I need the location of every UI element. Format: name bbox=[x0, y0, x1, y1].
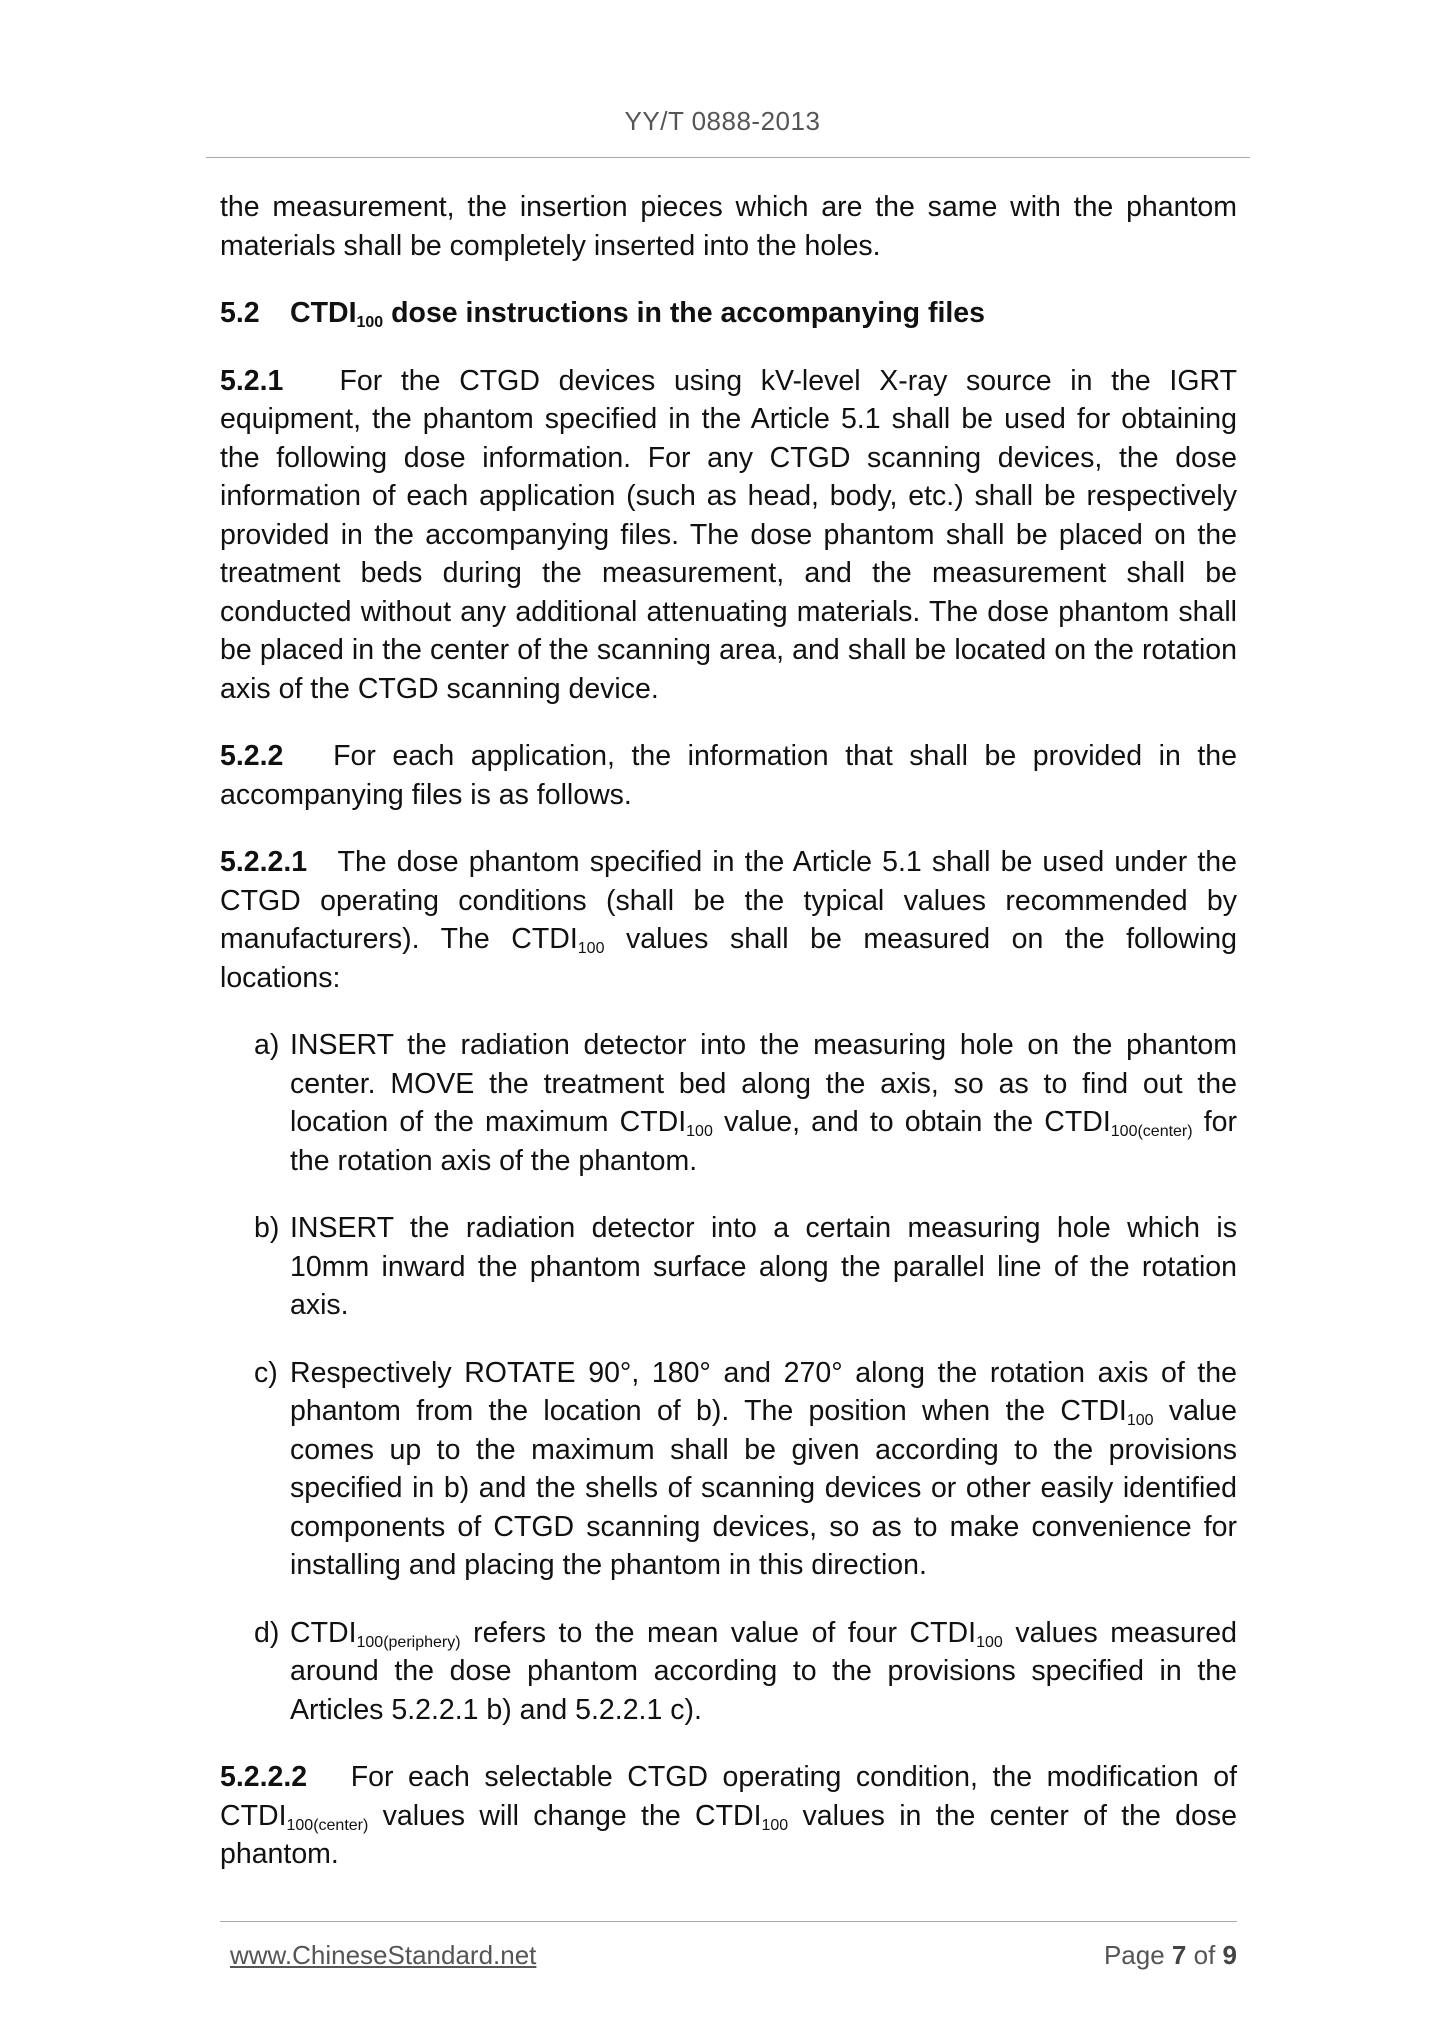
clause-5-2-2-1 bbox=[220, 843, 1237, 997]
clause-5-2-2-2 bbox=[220, 1758, 1237, 1874]
clause-text-part: The dose phantom specified in the Article 5.1 shall be used under the CTGD operating conditions (shall be the typical values recommended by manufacturers). The CTDI bbox=[220, 846, 1237, 955]
clause-text-part: For each selectable CTGD operating condition, the modification of CTDI bbox=[220, 1761, 1237, 1832]
list-text-part: values measured around the dose phantom according to the provisions specified in the Articles 5.2.2.1 b) and 5.2.2.1 c). bbox=[290, 1616, 1237, 1726]
list-item-a bbox=[254, 1026, 1237, 1180]
section-number: 5.2 bbox=[220, 297, 260, 329]
list-text-part: INSERT the radiation detector into a certain measuring hole which is 10mm inward the phantom surface along the parallel line of the rotation axis. bbox=[290, 1212, 1237, 1321]
page-content bbox=[220, 188, 1237, 1903]
list-marker: a) bbox=[254, 1029, 280, 1061]
subscript: 100 bbox=[1126, 1412, 1154, 1429]
list-marker: c) bbox=[254, 1356, 278, 1389]
list-marker: b) bbox=[254, 1212, 280, 1244]
page-indicator bbox=[1104, 1940, 1237, 1971]
document-number-header: YY/T 0888-2013 bbox=[624, 106, 821, 136]
list-item-c bbox=[254, 1354, 1237, 1585]
clause-number: 5.2.1 bbox=[220, 364, 284, 397]
list-text-part: value, and to obtain the CTDI bbox=[712, 1106, 1111, 1138]
subscript: 100(center) bbox=[1110, 1123, 1193, 1140]
list-text-part: Respectively ROTATE 90°, 180° and 270° along the rotation axis of the phantom from the location of b). The position when the CTDI bbox=[290, 1356, 1237, 1427]
page-footer bbox=[230, 1940, 1237, 1971]
clause-text-part: values in the center of the dose phantom. bbox=[220, 1799, 1237, 1870]
current-page: 7 bbox=[1171, 1940, 1187, 1970]
subscript: 100(center) bbox=[286, 1816, 369, 1834]
section-heading-5-2 bbox=[220, 294, 1237, 333]
page-label: Page bbox=[1103, 1940, 1172, 1970]
subscript: 100(periphery) bbox=[356, 1633, 461, 1651]
clause-text: For the CTGD devices using kV-level X-ray source in the IGRT equipment, the phantom specified in the Article 5.1 shall be used for obtaining the following dose information. For any CTGD scanning devices, the dose information of each application (such as head, body, etc.) shall be respectively provided in the accompanying files. The dose phantom shall be placed on the treatment beds during the measurement, and the measurement shall be conducted without any additional attenuating materials. The dose phantom shall be placed in the center of the scanning area, and shall be located on the rotation axis of the CTGD scanning device. bbox=[220, 364, 1237, 705]
subscript: 100 bbox=[686, 1123, 713, 1140]
intro-continuation: the measurement, the insertion pieces which are the same with the phantom materials shall be completely inserted into the holes. bbox=[220, 191, 1237, 262]
page-of-label: of bbox=[1186, 1940, 1223, 1970]
section-title-prefix: CTDI bbox=[290, 297, 357, 329]
clause-number: 5.2.2.2 bbox=[220, 1761, 308, 1793]
footer-divider bbox=[220, 1921, 1237, 1922]
subscript: 100 bbox=[976, 1633, 1003, 1651]
list-text-part: refers to the mean value of four CTDI bbox=[460, 1616, 977, 1649]
subscript: 100 bbox=[577, 940, 605, 957]
list-text-part: for the rotation axis of the phantom. bbox=[290, 1106, 1237, 1177]
list-item-d bbox=[254, 1614, 1237, 1730]
section-title-suffix: dose instructions in the accompanying files bbox=[383, 297, 985, 329]
subscript: 100 bbox=[761, 1816, 789, 1834]
list-text-part: value comes up to the maximum shall be given according to the provisions specified in b) and the shells of scanning devices or other easily identified components of CTGD scanning devices, so as to make convenience for installing and placing the phantom in this direction. bbox=[290, 1395, 1237, 1581]
clause-5-2-1 bbox=[220, 362, 1237, 709]
section-title-subscript: 100 bbox=[356, 314, 384, 331]
list-text-part: CTDI bbox=[290, 1616, 357, 1649]
clause-5-2-2 bbox=[220, 737, 1237, 814]
list-marker: d) bbox=[254, 1616, 280, 1649]
clause-number: 5.2.2 bbox=[220, 740, 284, 772]
clause-number: 5.2.2.1 bbox=[220, 846, 308, 878]
list-text-part: INSERT the radiation detector into the measuring hole on the phantom center. MOVE the treatment bed along the axis, so as to find out the location of the maximum CTDI bbox=[290, 1029, 1237, 1138]
website-link[interactable]: www.ChineseStandard.net bbox=[230, 1940, 537, 1970]
header-divider bbox=[206, 157, 1250, 158]
total-pages: 9 bbox=[1222, 1940, 1237, 1970]
list-item-b bbox=[254, 1209, 1237, 1325]
clause-text: For each application, the information that shall be provided in the accompanying files is as follows. bbox=[220, 740, 1237, 811]
clause-text-part: values will change the CTDI bbox=[368, 1799, 762, 1832]
clause-text-part: values shall be measured on the following locations: bbox=[220, 923, 1237, 994]
